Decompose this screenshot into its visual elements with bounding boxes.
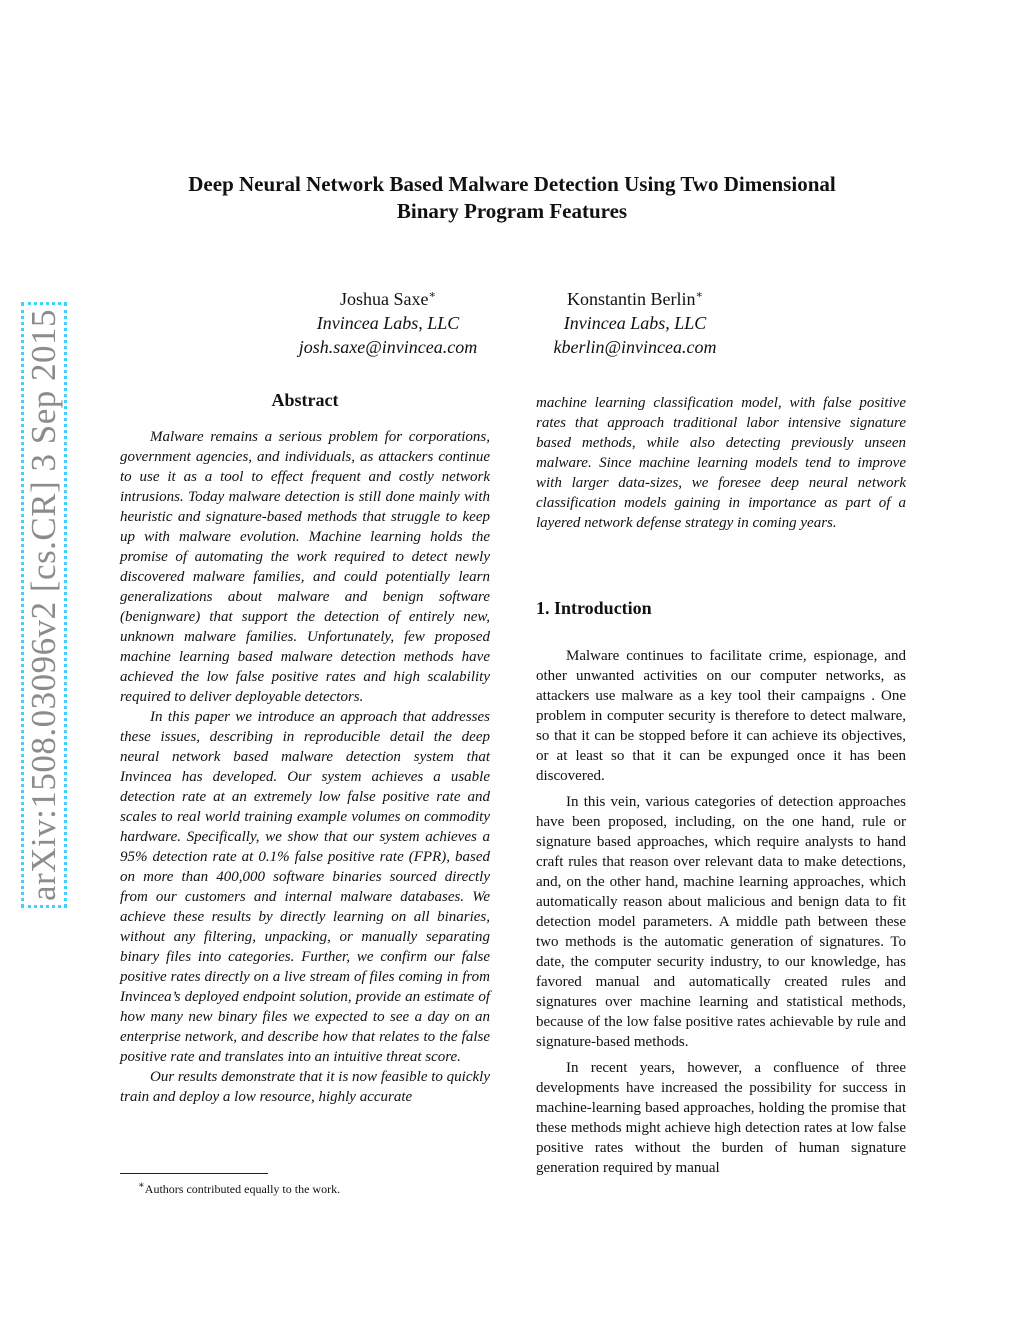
introduction-heading: 1. Introduction [536,598,652,618]
footnote-text: Authors contributed equally to the work. [144,1182,341,1196]
abstract-body [120,427,490,1107]
abstract-paragraph-2: In this paper we introduce an approach that addresses these issues, describing in reproducible detail the deep neural network based malware detection system that Invincea has developed. Our system achieves a usable detection rate at an extremely low false positive rate and scales to real world training example volumes on commodity hardware. Specifically, we show that our system achieves a 95% detection rate at 0.1% false positive rate (FPR), based on more than 400,000 software binaries sourced directly from our customers and internal malware databases. We achieve these results by directly learning on all binaries, without any filtering, unpacking, or manually separating binary files into categories. Further, we confirm our false positive rates directly on a live stream of files coming in from Invincea’s deployed endpoint solution, provide an estimate of how many new binary files we expected to see a day on an enterprise network, and describe how that relates to the false positive rate and translates into an intuitive threat score. [120,709,490,1065]
introduction-paragraph-2: In this vein, various categories of detection approaches have been proposed, including, on the one hand, rule or signature based approaches, which require analysts to hand craft rules that reason over relevant data to make detections, and, on the other hand, machine learning approaches, which automatically reason about malicious and benign data to fit detection model parameters. A middle path between these two methods is the automatic generation of signatures. To date, the computer security industry, to our knowledge, has favored manual and automatically created rules and signatures over machine learning and statistical methods, because of the low false positive rates achievable by rule and signature-based methods. [536,794,906,1050]
paper-title-line-1: Deep Neural Network Based Malware Detection Using Two Dimensional [188,172,836,196]
introduction-paragraph-1: Malware continues to facilitate crime, espionage, and other unwanted activities on our computer networks, as attackers use malware as a key tool their campaigns . One problem in computer security is therefore to detect malware, so that it can be stopped before it can achieve its objectives, or at least so that it can be expunged once it has been discovered. [536,648,906,784]
introduction-body [536,646,906,1184]
abstract-paragraph-1: Malware remains a serious problem for corporations, government agencies, and individuals, as attackers continue to use it as a tool to effect frequent and costly network intrusions. Today malware detection is still done mainly with heuristic and signature-based methods that struggle to keep up with malware evolution. Machine learning holds the promise of automating the work required to detect newly discovered malware families, and could potentially learn generalizations about malware and benign software (benignware) that support the detection of entirely new, unknown malware families. Unfortunately, few proposed machine learning based malware detection methods have achieved the low false positive rates and high scalability required to deliver deployable detectors. [120,429,490,705]
footnote-mark: ∗ [138,1180,145,1191]
abstract-continuation [536,393,906,533]
author-email: josh.saxe@invincea.com [298,337,478,357]
abstract-paragraph-3: Our results demonstrate that it is now feasible to quickly train and deploy a low resource, highly accurate [120,1069,490,1105]
author-affiliation: Invincea Labs, LLC [316,313,460,333]
paper-title-line-2: Binary Program Features [396,199,628,223]
author-name: Joshua Saxe∗ [340,289,436,309]
abstract-heading: Abstract [271,390,339,410]
abstract-paragraph-3-continued: machine learning classification model, with false positive rates that approach traditional labor intensive signature based methods, while also detecting previously unseen malware. Since machine learning models tend to improve with larger data-sizes, we foresee deep neural network classification models gaining in importance as part of a layered network defense strategy in coming years. [536,395,906,531]
author-email: kberlin@invincea.com [553,337,717,357]
left-column [120,427,490,1107]
footnote [138,1178,340,1197]
author-footnote-mark: ∗ [428,289,436,301]
author-name: Konstantin Berlin∗ [567,289,703,309]
author-footnote-mark: ∗ [695,289,703,301]
footnote-divider [120,1173,268,1174]
arxiv-identifier-text: arXiv:1508.03096v2 [cs.CR] 3 Sep 2015 [21,302,67,908]
author-block-saxe [268,283,508,359]
author-affiliation: Invincea Labs, LLC [563,313,707,333]
arxiv-identifier-stamp [20,0,68,1325]
introduction-paragraph-3: In recent years, however, a confluence of three developments have increased the possibility for success in machine-learning based approaches, holding the promise that these methods might achieve high detection rates at low false positive rates without the burden of human signature generation required by manual [536,1060,906,1176]
paper-title [100,171,924,225]
author-block-berlin [515,283,755,359]
